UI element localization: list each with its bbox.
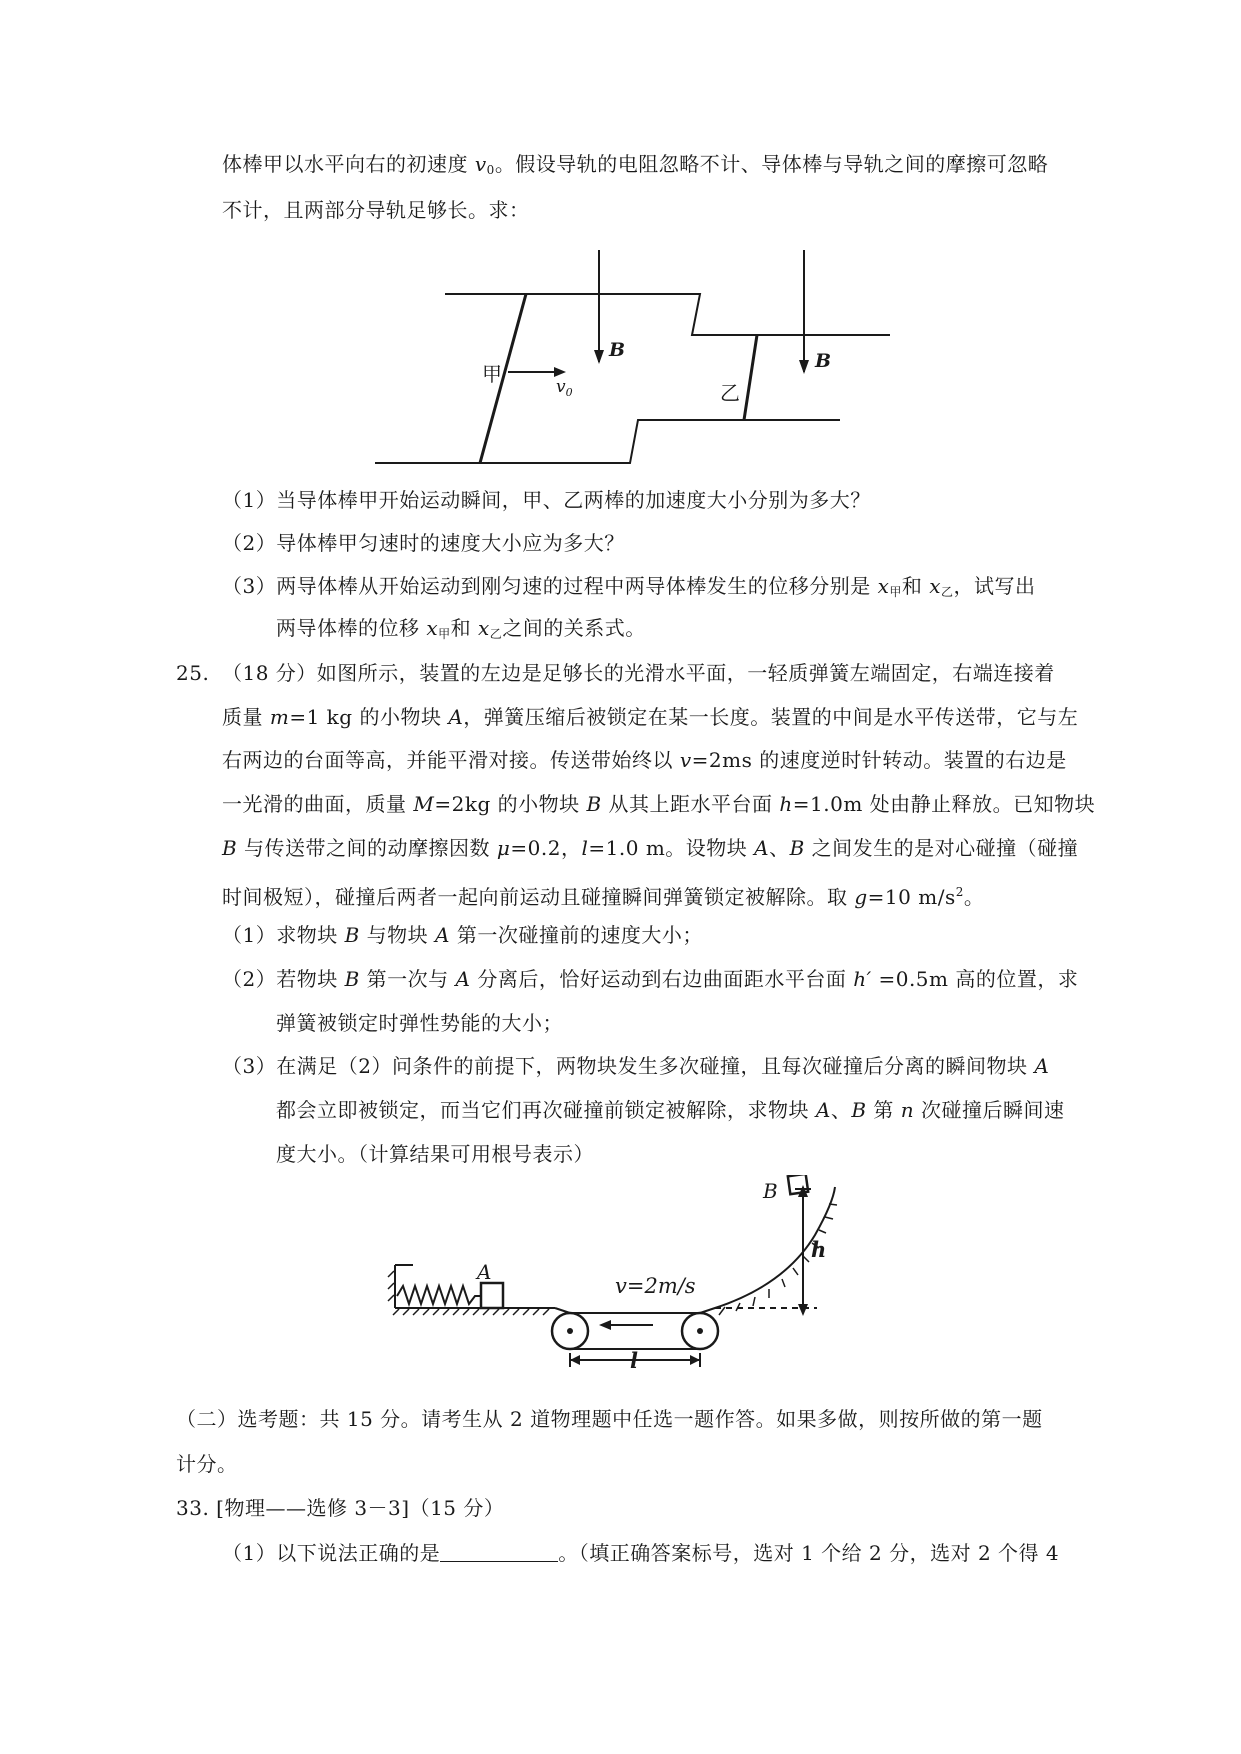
- label-l: l: [630, 1348, 638, 1373]
- label-b: B: [763, 1179, 778, 1203]
- q25-sub-2-cont: 弹簧被锁定时弹性势能的大小；: [276, 1011, 563, 1035]
- q25-sub-3: （3）在满足（2）问条件的前提下，两物块发生多次碰撞，且每次碰撞后分离的瞬间物块 A: [222, 1054, 1050, 1078]
- q25-line-3: 右两边的台面等高，并能平滑对接。传送带始终以 v=2ms 的速度逆时针转动。装置的右边是: [222, 748, 1067, 772]
- q25-line-2: 质量 m=1 kg 的小物块 A，弹簧压缩后被锁定在某一长度。装置的中间是水平传送带，它与左: [222, 705, 1079, 729]
- label-jia: 甲: [482, 362, 502, 386]
- q25-line-6: 时间极短），碰撞后两者一起向前运动且碰撞瞬间弹簧锁定被解除。取 g=10 $m/s^2$。: [222, 885, 985, 909]
- intro-line-2: 不计，且两部分导轨足够长。求：: [222, 198, 530, 222]
- q24-part-3: （3）两导体棒从开始运动到刚匀速的过程中两导体棒发生的位移分别是 $x_甲$和 $x_乙$，试写出: [222, 574, 1036, 599]
- figure-conveyor-diagram: [385, 1175, 905, 1375]
- label-a: A: [477, 1260, 492, 1284]
- rod-yi: [744, 335, 757, 420]
- elective-line-1: （二）选考题：共 15 分。请考生从 2 道物理题中任选一题作答。如果多做，则按所做的第一题: [176, 1407, 1043, 1431]
- elective-line-2: 计分。: [176, 1452, 238, 1476]
- label-h: h: [811, 1237, 827, 1262]
- top-rail: [445, 294, 890, 335]
- spring: [397, 1286, 481, 1304]
- label-b-2: B: [815, 350, 832, 372]
- q25-sub-1: （1）求物块 B 与物块 A 第一次碰撞前的速度大小；: [222, 923, 703, 947]
- q25-sub-2: （2）若物块 B 第一次与 A 分离后，恰好运动到右边曲面距水平台面 h′ =0.5m 高的位置，求: [222, 967, 1079, 991]
- q33-part-1: （1）以下说法正确的是 。（填正确答案标号，选对 1 个给 2 分，选对 2 个得 4: [222, 1541, 1060, 1565]
- q33-title: 33. [物理——选修 3－3]（15 分）: [176, 1496, 505, 1520]
- intro-line-1: 体棒甲以水平向右的初速度 $v_0$。假设导轨的电阻忽略不计、导体棒与导轨之间的摩擦可忽略: [222, 152, 1049, 177]
- q25-sub-3-cont-2: 度大小。（计算结果可用根号表示）: [276, 1142, 594, 1166]
- q25-number: 25.: [176, 661, 210, 685]
- q25-line-5: B 与传送带之间的动摩擦因数 μ=0.2，l=1.0 m。设物块 A、B 之间发生的是对心碰撞（碰撞: [222, 836, 1079, 860]
- answer-blank[interactable]: [440, 1541, 558, 1562]
- label-yi: 乙: [720, 381, 740, 405]
- bottom-rail: [375, 420, 840, 463]
- block-a: [481, 1283, 503, 1308]
- q24-part-3-cont: 两导体棒的位移 $x_甲$和 $x_乙$之间的关系式。: [276, 616, 646, 641]
- label-b-1: B: [609, 339, 626, 361]
- q25-sub-3-cont-1: 都会立即被锁定，而当它们再次碰撞前锁定被解除，求物块 A、B 第 n 次碰撞后瞬间速: [276, 1098, 1065, 1122]
- q24-part-1: （1）当导体棒甲开始运动瞬间，甲、乙两棒的加速度大小分别为多大？: [222, 488, 871, 512]
- q24-part-2: （2）导体棒甲匀速时的速度大小应为多大？: [222, 531, 625, 555]
- label-v: $v_0$: [556, 377, 573, 399]
- label-velocity: v=2m/s: [615, 1274, 696, 1298]
- q25-line-4: 一光滑的曲面，质量 M=2kg 的小物块 B 从其上距水平台面 h=1.0m 处由静止释放。已知物块: [222, 792, 1096, 816]
- figure-rails-diagram: [370, 250, 910, 475]
- q25-line-1: （18 分）如图所示，装置的左边是足够长的光滑水平面，一轻质弹簧左端固定，右端连接着: [222, 661, 1055, 685]
